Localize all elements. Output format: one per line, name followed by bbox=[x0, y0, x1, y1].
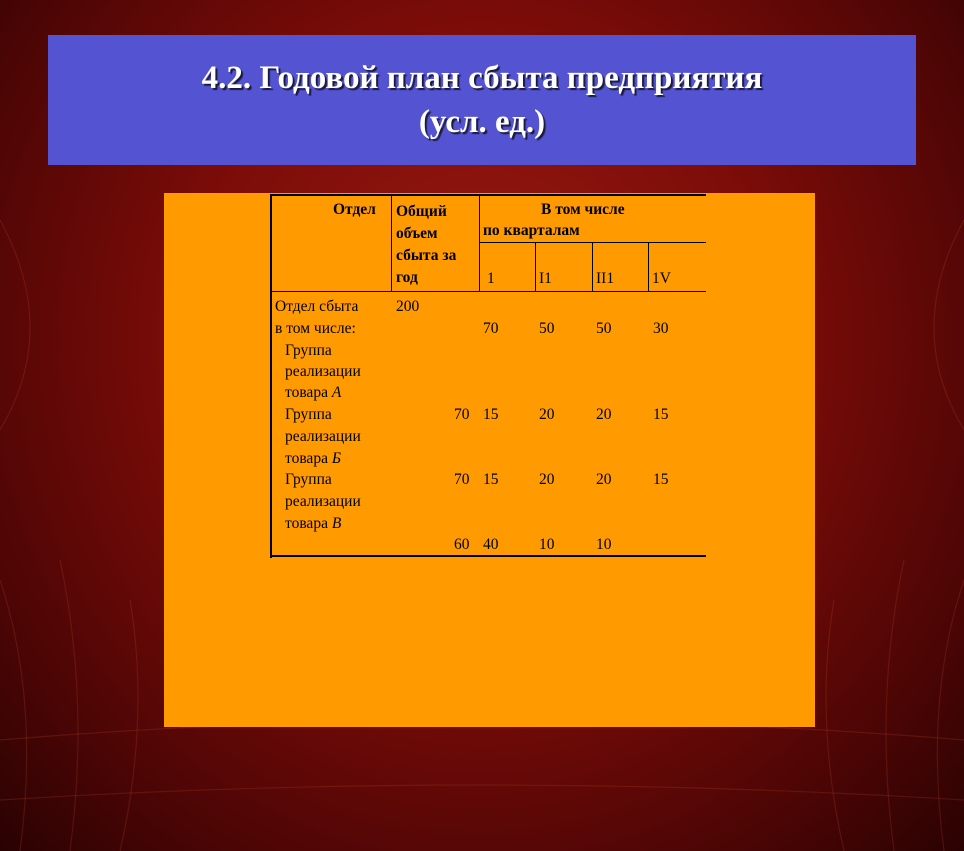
row-group-a-q4: 15 bbox=[653, 406, 669, 423]
row-sales-dept-q1: 70 bbox=[483, 320, 499, 337]
header-divider-total bbox=[479, 194, 480, 292]
row-group-c-q1: 40 bbox=[483, 536, 499, 553]
header-dept: Отдел bbox=[333, 201, 376, 218]
slide-title-box bbox=[48, 35, 916, 165]
sales-plan-table bbox=[270, 194, 706, 558]
row-sales-dept-q2: 50 bbox=[539, 320, 555, 337]
row-group-c-q2: 10 bbox=[539, 536, 555, 553]
row-group-a-total: 70 bbox=[454, 406, 470, 423]
header-quarters-group-1: В том числе bbox=[541, 201, 625, 218]
header-divider-q3 bbox=[648, 242, 649, 292]
header-total-1: Общий bbox=[396, 203, 447, 220]
header-divider-q2 bbox=[592, 242, 593, 292]
header-divider-dept bbox=[391, 194, 392, 292]
row-group-a-label-2: реализации bbox=[285, 363, 361, 380]
row-group-b-label-1: Группа bbox=[285, 406, 332, 423]
row-group-b-q4: 15 bbox=[653, 471, 669, 488]
table-top-rule bbox=[270, 194, 706, 196]
row-group-c-label-2: реализации bbox=[285, 493, 361, 510]
row-sales-dept-q3: 50 bbox=[596, 320, 612, 337]
row-group-b-q1: 15 bbox=[483, 471, 499, 488]
row-group-b-label-3: товара Б bbox=[285, 450, 341, 467]
header-quarters-group-2: по кварталам bbox=[483, 222, 580, 239]
row-group-a-label-3: товара А bbox=[285, 384, 342, 401]
header-quarter-1: 1 bbox=[487, 270, 495, 287]
row-group-a-q2: 20 bbox=[539, 406, 555, 423]
row-group-a-q3: 20 bbox=[596, 406, 612, 423]
row-sales-dept-label-2: в том числе: bbox=[275, 320, 356, 337]
row-group-b-label-2: реализации bbox=[285, 428, 361, 445]
row-group-c-total: 60 bbox=[454, 536, 470, 553]
row-group-c-label-3: товара В bbox=[285, 515, 342, 532]
header-quarter-4: 1V bbox=[652, 270, 671, 287]
header-total-3: сбыта за bbox=[396, 247, 457, 264]
table-left-rule bbox=[270, 194, 272, 558]
row-sales-dept-q4: 30 bbox=[653, 320, 669, 337]
header-bottom-rule bbox=[270, 291, 706, 292]
table-bottom-rule bbox=[270, 555, 706, 557]
row-group-b-total: 70 bbox=[454, 471, 470, 488]
slide-title-line2: (усл. ед.) bbox=[418, 104, 546, 140]
row-sales-dept-total: 200 bbox=[396, 298, 420, 315]
row-group-c-q3: 10 bbox=[596, 536, 612, 553]
slide-title-line1: 4.2. Годовой план сбыта предприятия bbox=[201, 60, 763, 96]
header-quarter-3: II1 bbox=[596, 270, 615, 287]
row-group-b-q3: 20 bbox=[596, 471, 612, 488]
header-total-2: объем bbox=[396, 225, 438, 242]
header-divider-q1 bbox=[535, 242, 536, 292]
row-group-a-q1: 15 bbox=[483, 406, 499, 423]
header-quarter-2: I1 bbox=[539, 270, 552, 287]
row-group-b-q2: 20 bbox=[539, 471, 555, 488]
header-total-4: год bbox=[396, 269, 418, 286]
row-sales-dept-label-1: Отдел сбыта bbox=[275, 298, 359, 315]
row-group-c-label-1: Группа bbox=[285, 471, 332, 488]
row-group-a-label-1: Группа bbox=[285, 342, 332, 359]
